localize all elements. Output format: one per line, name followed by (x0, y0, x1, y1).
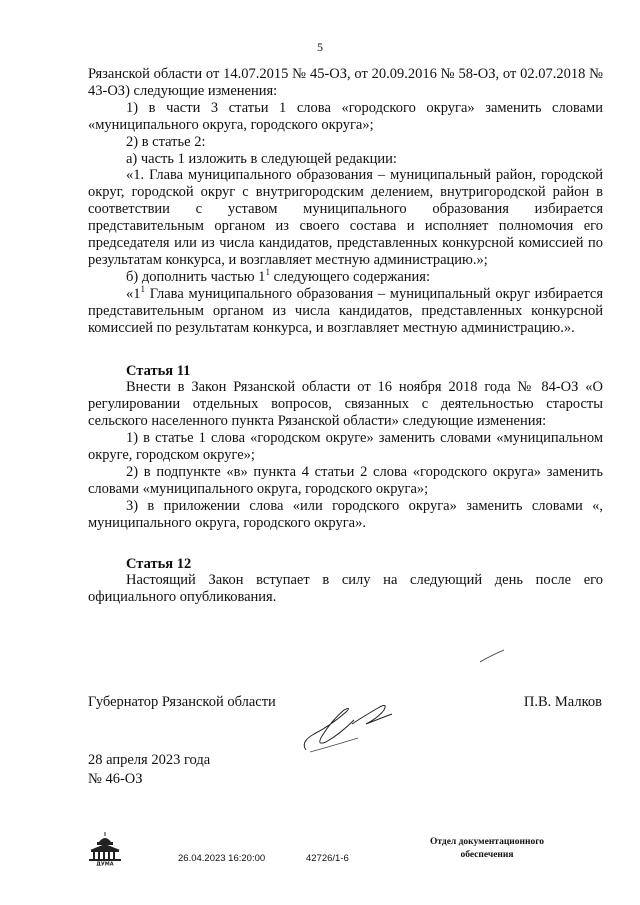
law-number: № 46-ОЗ (88, 771, 143, 787)
department-line-1: Отдел документационного (429, 837, 545, 847)
item-2b-text-start: б) дополнить частью 1 (126, 268, 266, 285)
amendment-item-2b (88, 269, 603, 286)
signature-scribble (292, 690, 402, 760)
duma-building-logo (86, 830, 124, 866)
article-11-intro: Внести в Закон Рязанской области от 16 ноября 2018 года № 84-ОЗ «О регулировании отдельных вопросов, связанных с деятельностью старосты сельского населенного пункта Рязанской области» следующие изменения: (88, 379, 603, 430)
article-12-heading: Статья 12 (126, 555, 192, 572)
law-date-block (88, 751, 210, 789)
pen-mark (478, 646, 508, 666)
amendment-quote-part-1-1 (88, 283, 603, 337)
article-11-item-1: 1) в статье 1 слова «городском округе» заменить словами «муниципальном округе, городском округе»; (88, 430, 603, 464)
article-12-text: Настоящий Закон вступает в силу на следующий день после его официального опубликования. (88, 572, 603, 606)
law-date: 28 апреля 2023 года (88, 752, 211, 768)
governor-title: Губернатор Рязанской области (88, 694, 276, 710)
department-stamp (412, 836, 562, 862)
amendment-item-2: 2) в статье 2: (126, 133, 206, 150)
quote-text-start: «1 (126, 285, 141, 302)
governor-name: П.В. Малков (523, 694, 602, 710)
item-2b-text-end: следующего содержания: (269, 268, 431, 285)
item-2b-superscript: 1 (265, 267, 270, 278)
article-11-item-3: 3) в приложении слова «или городского округа» заменить словами «, муниципального округа, городского округа». (88, 497, 603, 531)
article-11-item-2: 2) в подпункте «в» пункта 4 статьи 2 слова «городского округа» заменить словами «муниципального округа, городского округа»; (88, 463, 603, 497)
amendment-item-2a: а) часть 1 изложить в следующей редакции: (126, 150, 397, 167)
svg-text:ДУМА: ДУМА (96, 861, 114, 866)
amendment-intro: Рязанской области от 14.07.2015 № 45-ОЗ, от 20.09.2016 № 58-ОЗ, от 02.07.2018 № 43-ОЗ) следующие изменения: (88, 66, 603, 99)
amendment-item-1: 1) в части 3 статьи 1 слова «городского округа» заменить словами «муниципального округа, городского округа»; (88, 99, 603, 133)
document-body (88, 66, 603, 606)
article-11-heading: Статья 11 (126, 362, 191, 379)
quote-superscript: 1 (140, 283, 145, 294)
footer-datetime: 26.04.2023 16:20:00 (178, 853, 266, 864)
quote-text-end: Глава муниципального образования – муниципальный округ избирается представительным органом из числа кандидатов, представленных конкурсной комиссией по результатам конкурса, и возглавляет местную администрацию.». (88, 285, 603, 336)
footer-reference: 42726/1-6 (306, 853, 349, 864)
amendment-quote-part-1: «1. Глава муниципального образования – муниципальный район, городской округ, городской округ с внутригородским делением, внутригородской район в соответствии с уставом муниципального образования избирается представительным органом из своего состава и исполняет полномочия его председателя или из числа кандидатов, представленных конкурсной комиссией по результатам конкурса, и возглавляет местную администрацию.»; (88, 167, 603, 268)
department-line-2: обеспечения (460, 850, 514, 860)
page-number: 5 (317, 40, 323, 54)
